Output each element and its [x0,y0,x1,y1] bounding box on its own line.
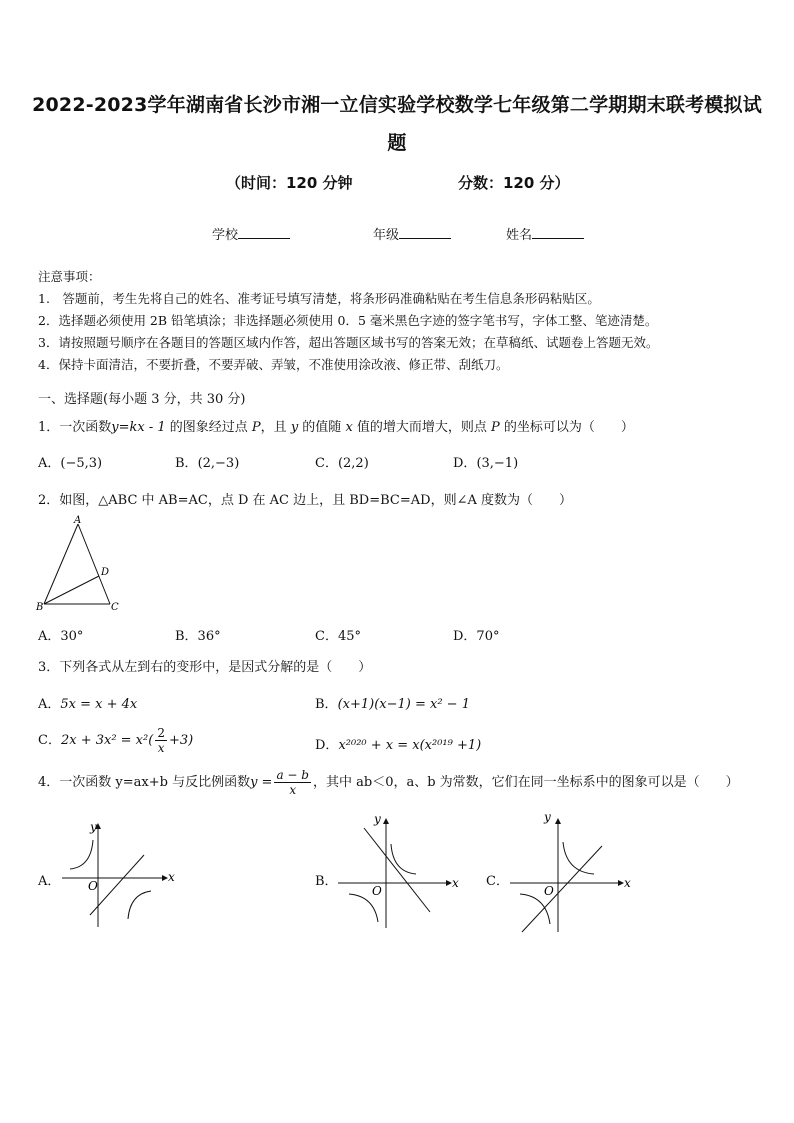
q4-option-c-label[interactable]: C． [486,874,509,889]
q2-option-a[interactable]: A．30° [38,629,84,644]
q1-var: x [345,420,353,435]
q3-c-expr: +3) [168,733,194,748]
q4-option-b-label[interactable]: B． [315,874,338,889]
q1-option-c[interactable]: C．(2,2) [315,456,369,471]
note-item: 4．保持卡面清洁，不要折叠，不要弄破、弄皱，不准使用涂改液、修正带、刮纸刀。 [38,357,509,372]
side-ab [44,524,78,604]
grade-label: 年级 [373,228,400,243]
question-3-stem: 3．下列各式从左到右的变形中，是因式分解的是（ ） [38,660,372,675]
side-ac [78,524,110,604]
q1-option-d[interactable]: D．(3,−1) [453,456,519,471]
q4-graph-c[interactable] [506,810,636,935]
y-arrow-icon [383,818,389,824]
question-2-stem: 2．如图，△ABC 中 AB=AC，点 D 在 AC 边上，且 BD=BC=AD，则∠A 度数为（ ） [38,493,572,508]
q2-option-c[interactable]: C．45° [315,629,361,644]
vertex-a-label: A [74,515,82,526]
y-axis-label: y [374,812,381,826]
hyperbola-branch [520,894,550,924]
section-heading: 一、选择题(每小题 3 分，共 30 分) [38,392,246,407]
linear-line [522,846,602,932]
q3-b-expr: (x+1)(x−1) = x² − 1 [337,697,470,712]
triangle-figure [34,512,124,614]
q4-text: 4．一次函数 y=ax+b 与反比例函数 [38,775,251,790]
q4-text: ，其中 ab＜0，a、b 为常数，它们在同一坐标系中的图象可以是（ ） [312,775,739,790]
q1-option-b[interactable]: B．(2,−3) [175,456,240,471]
hyperbola-branch [563,842,594,874]
q1-point: P [251,420,261,435]
notes-block [38,266,658,376]
title-line-1: 2022-2023学年湖南省长沙市湘一立信实验学校数学七年级第二学期期末联考模拟试 [32,94,762,116]
q1-formula: y=kx - 1 [111,420,166,435]
q3-option-d[interactable]: D．x²⁰²⁰ + x = x(x²⁰¹⁹ +1) [315,738,482,753]
q3-d-expr: x²⁰²⁰ + x = x(x²⁰¹⁹ +1) [338,738,482,753]
notes-heading: 注意事项： [38,269,101,284]
vertex-b-label: B [36,602,44,613]
exam-score: 分数：120 分） [458,174,570,192]
q4-option-a-label[interactable]: A． [38,874,61,889]
grade-field[interactable] [373,224,451,243]
name-label: 姓名 [506,228,533,243]
y-axis-label: y [544,810,551,824]
q3-option-a[interactable]: A．5x = x + 4x [38,697,138,712]
hyperbola-branch [391,844,416,874]
segment-bd [44,576,99,604]
q4-graph-a[interactable] [58,815,180,930]
q1-text: 1．一次函数 [38,420,112,435]
note-item: 2．选择题必须使用 2B 铅笔填涂；非选择题必须使用 0．5 毫米黑色字迹的签字笔书写，字体工整、笔迹清楚。 [38,313,658,328]
origin-label: O [88,879,98,893]
q3-c-expr: 2x + 3x² = x²( [60,733,154,748]
q1-var: y [290,420,299,435]
q1-text: 的图象经过点 [165,420,252,435]
grade-blank[interactable] [399,226,451,239]
q4-y-eq: y = [250,775,273,790]
x-axis-label: x [624,876,631,890]
q3-option-b[interactable]: B．(x+1)(x−1) = x² − 1 [315,697,470,712]
q3-c-fraction: $\frac{2}{x}$ [157,726,165,755]
vertex-c-label: C [111,602,119,613]
q4-fraction: $\frac{a - b}{x}$ [276,768,309,797]
q1-text: 的坐标可以为（ ） [499,420,634,435]
y-arrow-icon [555,818,561,824]
exam-time: （时间：120 分钟 [226,174,353,192]
page-title [30,86,764,162]
linear-line [364,828,430,912]
q1-point: P [491,420,500,435]
hyperbola-branch [70,840,93,869]
x-axis-label: x [168,870,175,884]
question-1-stem [38,416,634,435]
hyperbola-branch [128,891,151,919]
note-item: 3．请按照题号顺序在各题目的答题区域内作答，超出答题区域书写的答案无效；在草稿纸、试题卷上答题无效。 [38,335,659,350]
q2-option-b[interactable]: B．36° [175,629,221,644]
q3-a-expr: 5x = x + 4x [60,697,138,712]
y-axis-label: y [90,820,97,834]
q1-text: 值的增大而增大，则点 [352,420,492,435]
x-axis-label: x [452,876,459,890]
origin-label: O [544,884,554,898]
q1-text: 的值随 [298,420,346,435]
origin-label: O [372,884,382,898]
q3-option-c[interactable]: C．2x + 3x² = x²( $\frac{2}{x}$ +3) [38,726,194,755]
hyperbola-branch [349,894,378,922]
name-field[interactable] [506,224,584,243]
vertex-d-label: D [101,567,110,578]
name-blank[interactable] [532,226,584,239]
title-line-2: 题 [387,132,407,154]
q2-option-d[interactable]: D．70° [453,629,500,644]
school-field[interactable] [212,224,290,243]
note-item: 1. 答题前，考生先将自己的姓名、准考证号填写清楚，将条形码准确粘贴在考生信息条形码粘贴区。 [38,291,600,306]
school-blank[interactable] [238,226,290,239]
q1-text: ，且 [260,420,291,435]
school-label: 学校 [212,228,239,243]
q1-option-a[interactable]: A．(−5,3) [38,456,103,471]
q4-graph-b[interactable] [334,810,464,930]
question-4-stem [38,768,739,797]
